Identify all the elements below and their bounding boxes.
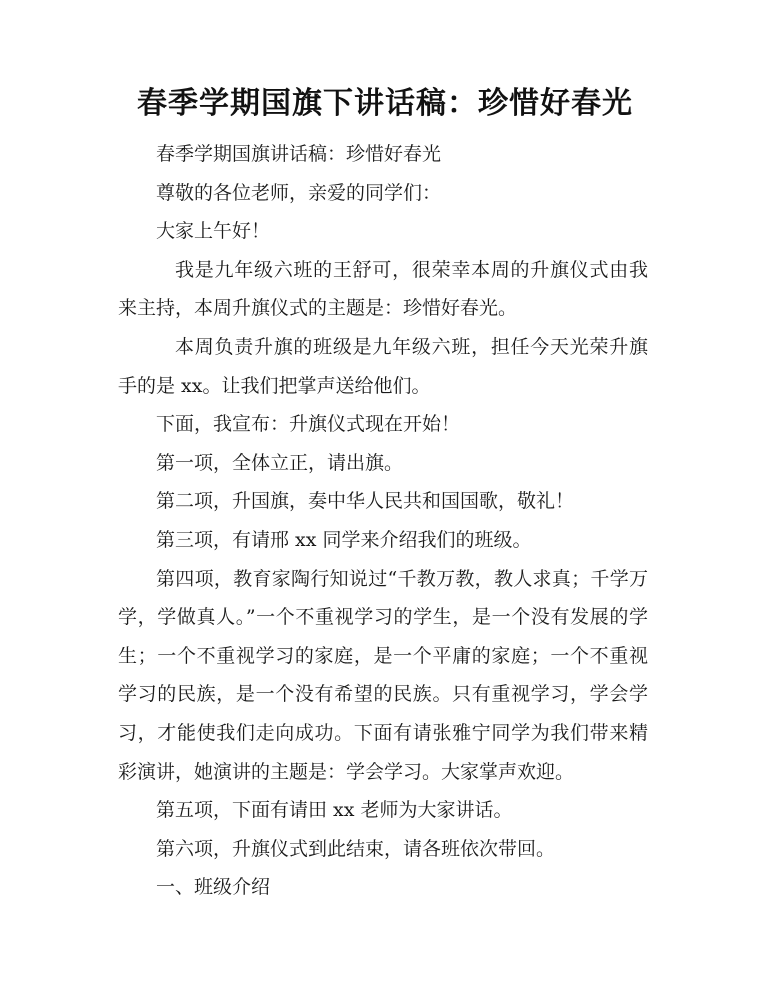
paragraph-section-heading: 一、班级介绍: [156, 876, 271, 899]
paragraph-item-4: 第四项，教育家陶行知说过“千教万教，教人求真；千学万学，学做真人。”一个不重视学习的学生，是一个没有发展的学生；一个不重视学习的家庭，是一个平庸的家庭；一个不重视学习的民族，是一个没有希望的民族。只有重视学习，学会学习，才能使我们走向成功。下面有请张雅宁同学为我们带来精彩演讲，她演讲的主题是：学会学习。大家掌声欢迎。: [118, 567, 648, 783]
paragraph-item-1: 第一项，全体立正，请出旗。: [156, 451, 404, 474]
paragraph-salutation: 尊敬的各位老师，亲爱的同学们：: [156, 181, 442, 204]
document-body: [118, 135, 648, 907]
paragraph-host-intro: 我是九年级六班的王舒可，很荣幸本周的升旗仪式由我来主持，本周升旗仪式的主题是：珍惜好春光。: [118, 258, 648, 320]
paragraph-announce: 下面，我宣布：升旗仪式现在开始！: [156, 413, 461, 436]
paragraph-item-5: 第五项，下面有请田 xx 老师为大家讲话。: [156, 799, 513, 822]
paragraph-item-3: 第三项，有请邢 xx 同学来介绍我们的班级。: [156, 528, 532, 551]
document-title: 春季学期国旗下讲话稿：珍惜好春光: [137, 86, 633, 121]
paragraph-flag-class: 本周负责升旗的班级是九年级六班，担任今天光荣升旗手的是 xx。让我们把掌声送给他们。: [118, 335, 648, 397]
paragraph-subtitle: 春季学期国旗讲话稿：珍惜好春光: [156, 143, 442, 165]
paragraph-greeting: 大家上午好！: [156, 220, 271, 243]
paragraph-item-6: 第六项，升旗仪式到此结束，请各班依次带回。: [156, 837, 556, 860]
paragraph-item-2: 第二项，升国旗，奏中华人民共和国国歌，敬礼！: [156, 490, 575, 513]
